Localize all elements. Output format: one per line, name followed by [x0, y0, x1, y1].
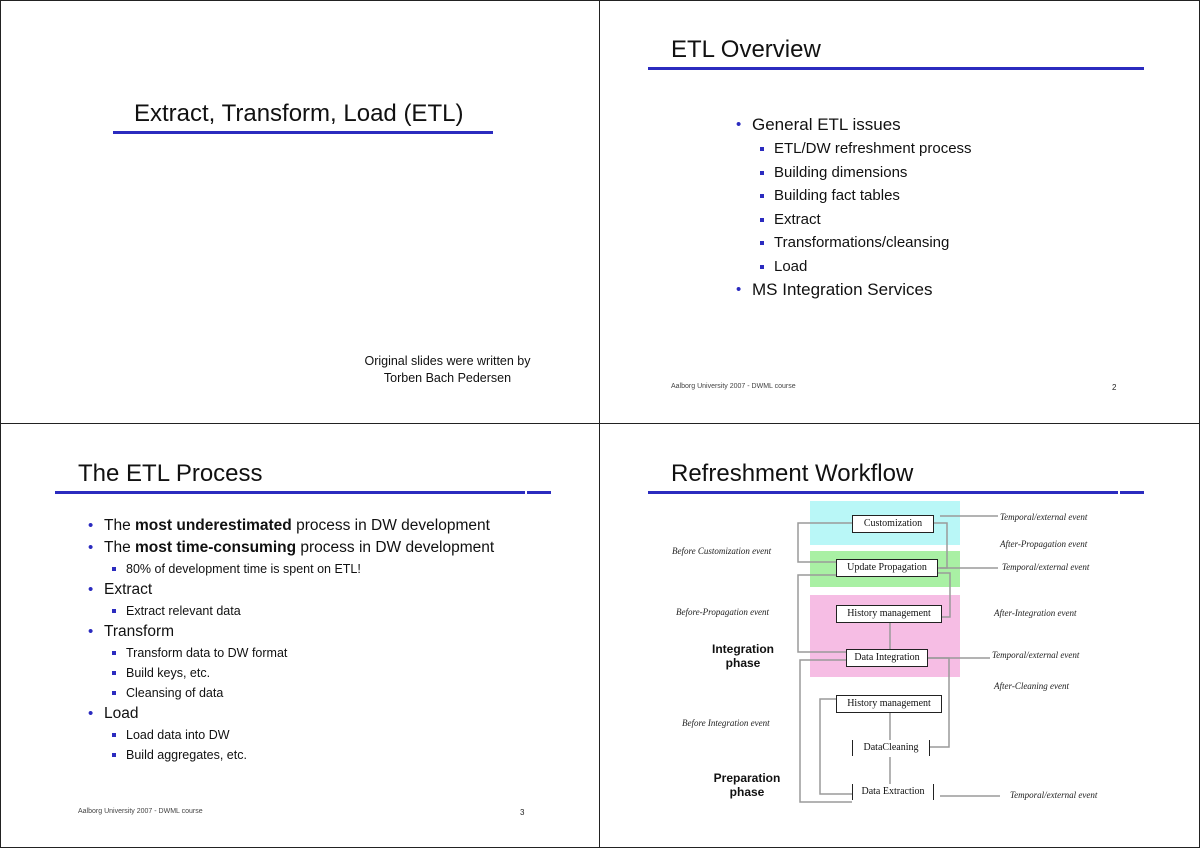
sub-bullet: ETL/DW refreshment process: [734, 137, 1154, 161]
bullet-transform: • Transform: [86, 621, 566, 643]
slide-3-title: The ETL Process: [78, 460, 263, 487]
event-before-propagation: Before-Propagation event: [676, 607, 770, 617]
event-temporal-1: Temporal/external event: [1000, 512, 1088, 522]
slide-2-bullets: [734, 113, 1154, 302]
slide-etl-process: [0, 424, 599, 847]
slide-title: [0, 0, 599, 423]
slide-refreshment-workflow: [600, 424, 1199, 847]
slide-1-title-rule: [113, 131, 493, 134]
slide-1-credit: [335, 353, 560, 387]
credit-line-2: Torben Bach Pedersen: [383, 371, 512, 385]
event-after-integration: After-Integration event: [994, 608, 1077, 618]
slide-2-title: ETL Overview: [671, 36, 821, 63]
slide-3-footer: Aalborg University 2007 - DWML course: [78, 808, 203, 815]
sub-bullet: Building fact tables: [734, 184, 1154, 208]
slide-etl-overview: [600, 0, 1199, 423]
sub-bullet: Build aggregates, etc.: [86, 745, 566, 765]
box-data-integration: Data Integration: [846, 649, 928, 667]
event-before-customization: Before Customization event: [672, 546, 772, 556]
sub-bullet: Build keys, etc.: [86, 663, 566, 683]
bullet-ms-integration: • MS Integration Services: [734, 278, 1154, 302]
event-before-integration: Before Integration event: [682, 718, 770, 728]
emphasis: most time-consuming: [135, 539, 297, 556]
box-data-cleaning: DataCleaning: [852, 740, 930, 756]
bullet-extract: • Extract: [86, 579, 566, 601]
integration-phase-label: Integration phase: [712, 642, 774, 670]
sub-bullet: Transformations/cleansing: [734, 231, 1154, 255]
sub-bullet: Extract: [734, 208, 1154, 232]
credit-line-1: Original slides were written by: [364, 354, 531, 368]
event-after-cleaning: After-Cleaning event: [994, 681, 1070, 691]
sub-bullet: Load: [734, 255, 1154, 279]
box-history-management-bottom: History management: [836, 695, 942, 713]
event-temporal-4: Temporal/external event: [1010, 790, 1098, 800]
slide-4-title: Refreshment Workflow: [671, 460, 914, 487]
box-data-extraction: Data Extraction: [852, 784, 934, 800]
slide-3-page-number: 3: [520, 808, 525, 817]
sub-bullet: Load data into DW: [86, 725, 566, 745]
preparation-phase-label: Preparation phase: [713, 771, 781, 799]
slide-2-page-number: 2: [1112, 383, 1117, 392]
slide-3-bullets: [86, 515, 566, 765]
sub-bullet: Transform data to DW format: [86, 643, 566, 663]
event-temporal-2: Temporal/external event: [1002, 562, 1090, 572]
slide-1-title: Extract, Transform, Load (ETL): [134, 100, 464, 127]
box-update-propagation: Update Propagation: [836, 559, 938, 577]
slide-3-title-rule: [55, 491, 525, 494]
bullet-underestimated: • The most underestimated process in DW development: [86, 515, 566, 537]
box-customization: Customization: [852, 515, 934, 533]
event-after-propagation: After-Propagation event: [1000, 539, 1088, 549]
slide-2-footer: Aalborg University 2007 - DWML course: [671, 383, 796, 390]
sub-bullet: Building dimensions: [734, 161, 1154, 185]
bullet-general-etl: • General ETL issues: [734, 113, 1154, 137]
sub-bullet: Cleansing of data: [86, 683, 566, 703]
emphasis: most underestimated: [135, 517, 292, 534]
bullet-time-consuming: • The most time-consuming process in DW development: [86, 537, 566, 559]
bullet-load: • Load: [86, 703, 566, 725]
sub-bullet: 80% of development time is spent on ETL!: [86, 559, 566, 579]
box-history-management-top: History management: [836, 605, 942, 623]
slide-3-rule-tab: [527, 491, 551, 494]
sub-bullet: Extract relevant data: [86, 601, 566, 621]
event-temporal-3: Temporal/external event: [992, 650, 1080, 660]
slide-2-title-rule: [648, 67, 1144, 70]
